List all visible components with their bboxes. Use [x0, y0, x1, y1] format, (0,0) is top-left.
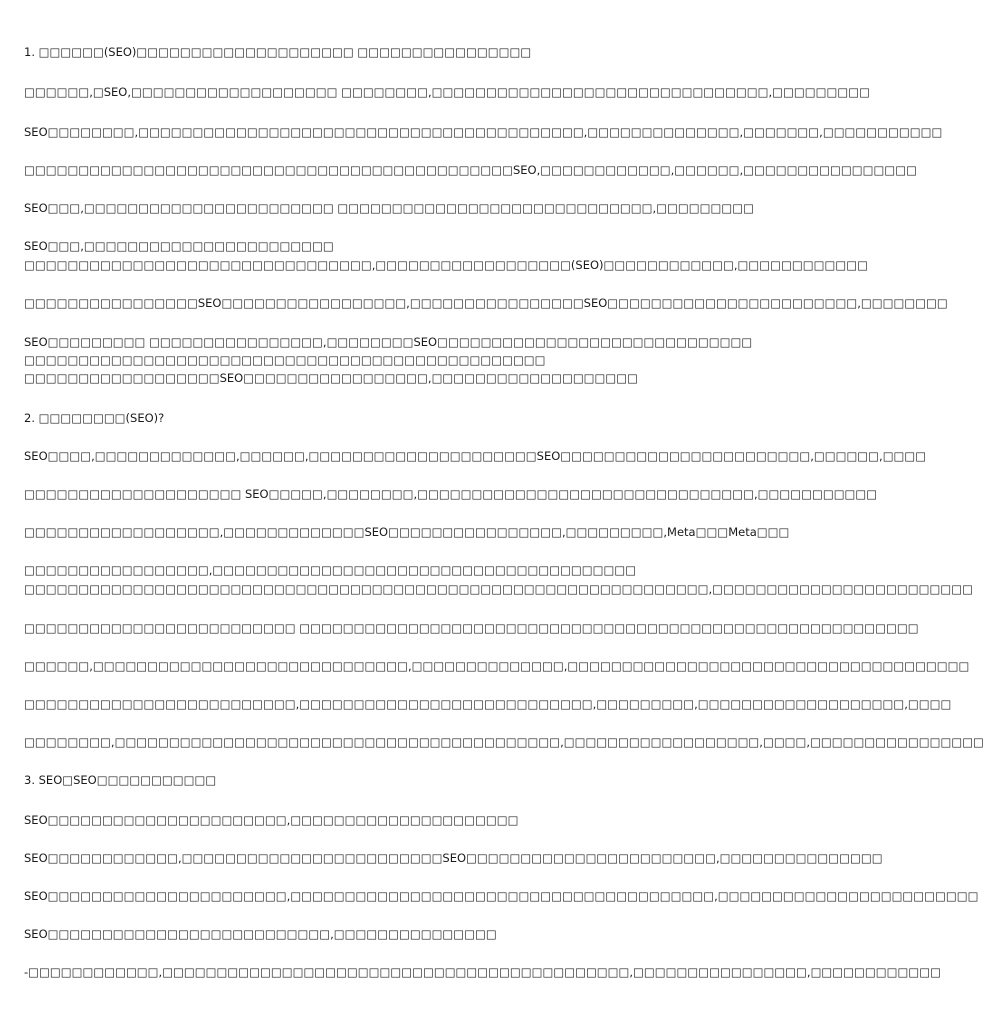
paragraph-line: -□□□□□□□□□□□□,□□□□□□□□□□□□□□□□□□□□□□□□□□□□□□□□□□□□□□□□□□□,□□□□□□□□□□□□□□□□,□□□□□□□□□□□□	[24, 965, 941, 979]
paragraph-line: □□□□□□□□□□□□□□□□□□□□□□□□□,□□□□□□□□□□□□□□□□□□□□□□□□□□□,□□□□□□□□□,□□□□□□□□□□□□□□□□□□□,□□□□	[24, 697, 952, 711]
paragraph-line: SEO□□□□□□□□,□□□□□□□□□□□□□□□□□□□□□□□□□□□□□□□□□□□□□□□□□,□□□□□□□□□□□□□□,□□□□□□□,□□□□□□□□□□□	[24, 125, 943, 139]
paragraph-line: SEO□□□□□□□□□□□□□□□□□□□□□□,□□□□□□□□□□□□□□□□□□□□□□□□□□□□□□□□□□□□□□□,□□□□□□□□□□□□□□□□□□□□□□□□	[24, 889, 979, 903]
paragraph-line: □□□□□□□□□□□□□□□□SEO□□□□□□□□□□□□□□□□□,□□□□□□□□□□□□□□□□SEO□□□□□□□□□□□□□□□□□□□□□□□,□□□□□□□□	[24, 296, 948, 310]
paragraph-line: □□□□□□□□□□□□□□□□□□SEO□□□□□□□□□□□□□□□□□,□□□□□□□□□□□□□□□□□□□	[24, 371, 639, 385]
paragraph-line: □□□□□□□□□□□□□□□□□□□□ SEO□□□□□,□□□□□□□□,□□□□□□□□□□□□□□□□□□□□□□□□□□□□□□□,□□□□□□□□□□□	[24, 487, 878, 501]
paragraph-line: □□□□□□,□SEO,□□□□□□□□□□□□□□□□□□□ □□□□□□□□,□□□□□□□□□□□□□□□□□□□□□□□□□□□□□□□,□□□□□□□□□	[24, 85, 870, 99]
paragraph-line: SEO□□□□□□□□□□□□□□□□□□□□□□□□□□,□□□□□□□□□□□□□□□	[24, 927, 497, 941]
paragraph-line: □□□□□□□□□□□□□□□□□□□□□□□□□ □□□□□□□□□□□□□□□□□□□□□□□□□□□□□□□□□□□□□□□□□□□□□□□□□□□□□□□□□	[24, 621, 919, 635]
paragraph-line: □□□□□□□□□□□□□□□□□□□□□□□□□□□□□□□□□□□□□□□□□□□□□□□□	[24, 353, 546, 367]
paragraph-line: SEO□□□□□□□□□ □□□□□□□□□□□□□□□□,□□□□□□□□SEO□□□□□□□□□□□□□□□□□□□□□□□□□□□□□	[24, 335, 753, 349]
paragraph-line: □□□□□□,□□□□□□□□□□□□□□□□□□□□□□□□□□□□□,□□□□□□□□□□□□□□,□□□□□□□□□□□□□□□□□□□□□□□□□□□□□□□□□□□□□	[24, 659, 970, 673]
paragraph-line: SEO□□□□□□□□□□□□,□□□□□□□□□□□□□□□□□□□□□□□□SEO□□□□□□□□□□□□□□□□□□□□□□□,□□□□□□□□□□□□□□□	[24, 851, 883, 865]
section-1-heading: 1. □□□□□□(SEO)□□□□□□□□□□□□□□□□□□□□ □□□□□□□□□□□□□□□□	[24, 45, 532, 59]
paragraph-line: SEO□□□,□□□□□□□□□□□□□□□□□□□□□□□ □□□□□□□□□□□□□□□□□□□□□□□□□□□□□,□□□□□□□□□	[24, 201, 754, 215]
paragraph-line: □□□□□□□□□□□□□□□□□□□□□□□□□□□□□□□□,□□□□□□□□□□□□□□□□□□(SEO)□□□□□□□□□□□□,□□□□□□□□□□□□	[24, 258, 868, 272]
section-2-heading: 2. □□□□□□□□(SEO)?	[24, 411, 165, 425]
paragraph-line: SEO□□□,□□□□□□□□□□□□□□□□□□□□□□□	[24, 239, 334, 253]
paragraph-line: □□□□□□□□□□□□□□□□□,□□□□□□□□□□□□□□□□□□□□□□□□□□□□□□□□□□□□□□□	[24, 563, 637, 577]
section-3-heading: 3. SEO□SEO□□□□□□□□□□□	[24, 773, 217, 787]
paragraph-line: SEO□□□□,□□□□□□□□□□□□□,□□□□□□,□□□□□□□□□□□□□□□□□□□□□SEO□□□□□□□□□□□□□□□□□□□□□□□,□□□□□□,□□□□	[24, 449, 927, 463]
paragraph-line: SEO□□□□□□□□□□□□□□□□□□□□□□,□□□□□□□□□□□□□□□□□□□□□	[24, 813, 519, 827]
paragraph-line: □□□□□□□□□□□□□□□□□□□□□□□□□□□□□□□□□□□□□□□□□□□□□SEO,□□□□□□□□□□□□,□□□□□□,□□□□□□□□□□□□□□□□	[24, 163, 917, 177]
paragraph-line: □□□□□□□□,□□□□□□□□□□□□□□□□□□□□□□□□□□□□□□□□□□□□□□□□□,□□□□□□□□□□□□□□□□□□,□□□□,□□□□□□□□□□□□□□□□	[24, 735, 984, 749]
paragraph-line: □□□□□□□□□□□□□□□□□□□□□□□□□□□□□□□□□□□□□□□□□□□□□□□□□□□□□□□□□□□□□□□,□□□□□□□□□□□□□□□□□□□□□□□□	[24, 582, 973, 596]
paragraph-line: □□□□□□□□□□□□□□□□□□,□□□□□□□□□□□□□SEO□□□□□□□□□□□□□□□□,□□□□□□□□□,Meta□□□Meta□□□	[24, 525, 790, 539]
